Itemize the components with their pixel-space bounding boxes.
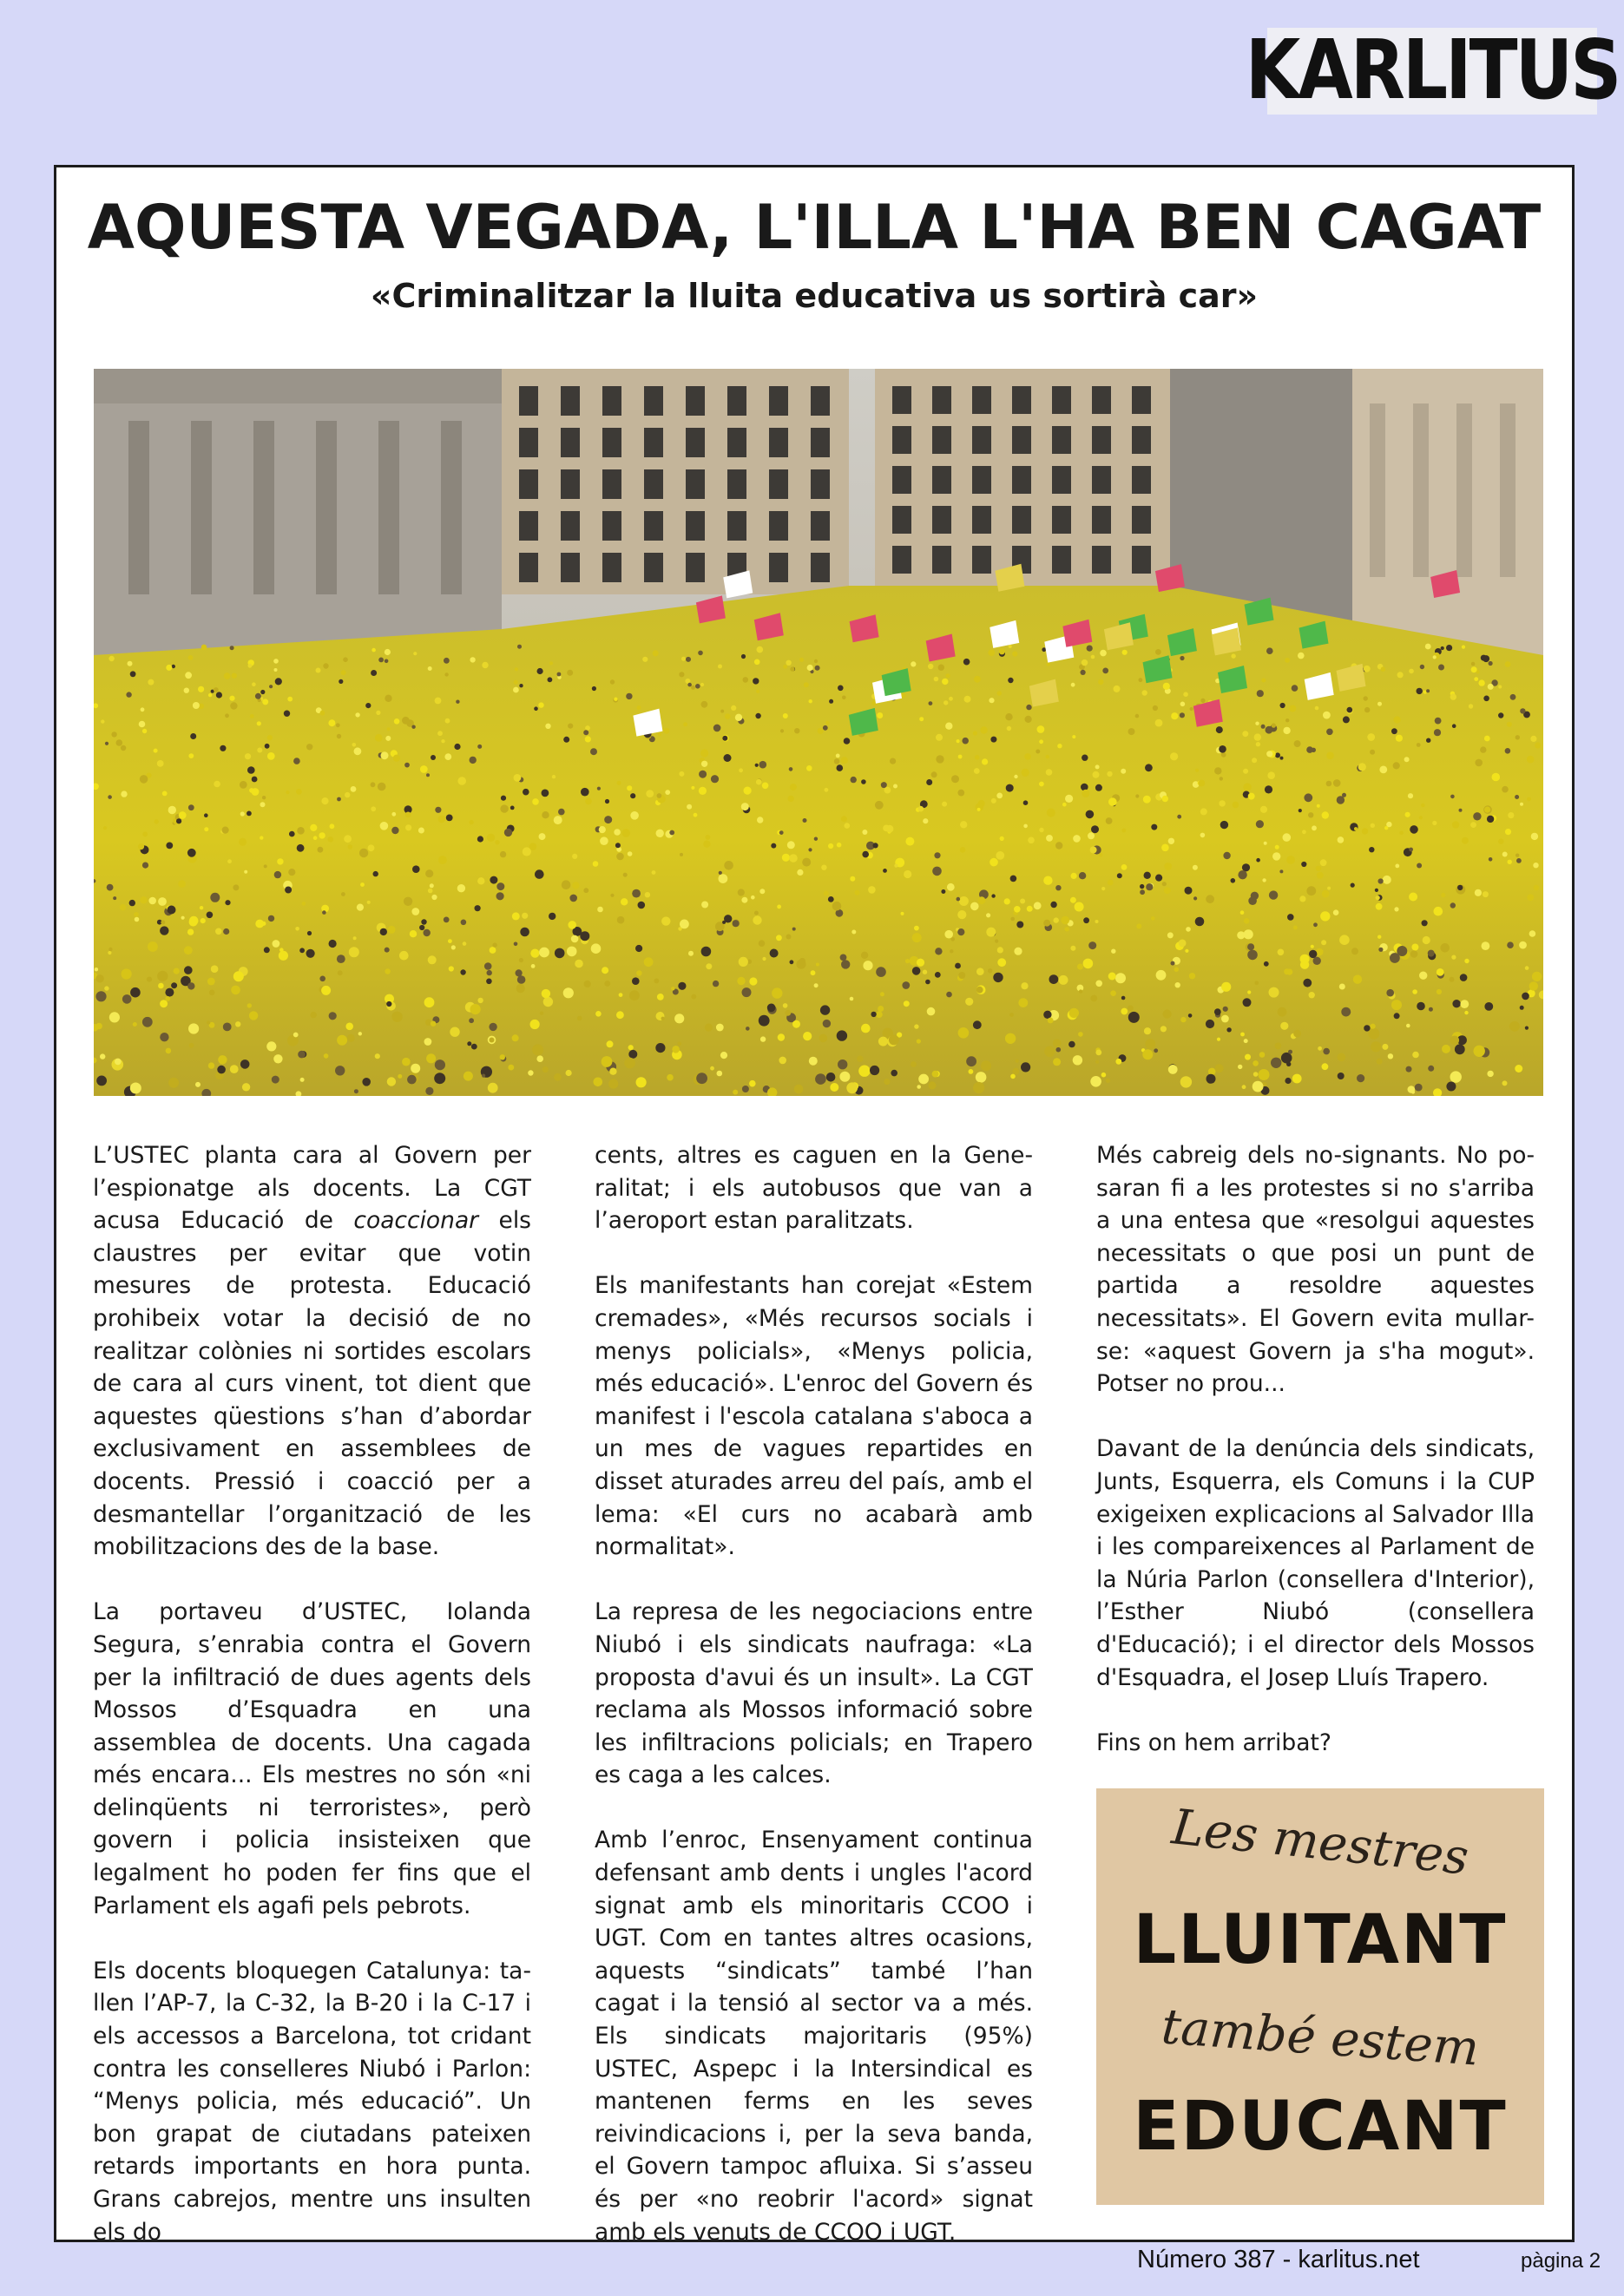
article-headline: AQUESTA VEGADA, L'ILLA L'HA BEN CAGAT xyxy=(87,192,1542,263)
footer-issue: Número 387 - karlitus.net xyxy=(1137,2246,1420,2273)
article-paragraph xyxy=(595,1139,1033,1237)
article-paragraph xyxy=(93,1596,531,1922)
paragraph-text: Fins on hem arribat? xyxy=(1096,1729,1331,1756)
text-column-3 xyxy=(1096,1139,1535,1792)
article-paragraph xyxy=(1096,1139,1535,1401)
paragraph-text: Els manifestants han corejat «Estem cremades», «Més recursos socials i menys policials», «Menys policia, més educació». L'enroc del Govern és manifest i l'escola catalana s'aboca a un mes de vagues repartides en disset aturades arreu del país, amb el lema: «El curs no acabarà amb normalitat». xyxy=(595,1272,1033,1561)
article-paragraph xyxy=(1096,1727,1535,1760)
paragraph-text: La portaveu d’USTEC, Iolanda Segura, s’enrabia contra el Govern per la infiltració de dues agents dels Mossos d’Esquadra en una assemblea de docents. Una cagada més encara... Els mestres no són «ni delinqüents ni terroristes», però govern i policia insisteixen que legalment ho poden fer fins que el Parlament els agafi pels pebrots. xyxy=(93,1598,531,1919)
article-paragraph xyxy=(93,1955,531,2248)
paragraph-text: Els docents bloquegen Catalunya: tallen l’AP-7, la C-32, la B-20 i la C-17 i els accessos a Barcelona, tot cridant contra les conselleres Niubó i Parlon: “Menys policia, més educació”. Un bon grapat de ciutadans pateixen retards importants en hora punta. Grans cabrejos, mentre uns insulten els do xyxy=(93,1957,531,2246)
logo-text: KARLITUS xyxy=(1245,23,1620,119)
sign-line-2: LLUITANT xyxy=(1133,1901,1508,1979)
paragraph-text: Davant de la denúncia dels sindicats, Junts, Esquerra, els Comuns i la CUP exigeixen explicacions al Salvador Illa i les compareixences al Parlament de la Núria Parlon (consellera d'Interior), l’Esther Niubó (consellera d'Educació); i el director dels Mossos d'Esquadra, el Josep Lluís Trapero. xyxy=(1096,1435,1535,1691)
paragraph-text: els claustres per evitar que votin mesures de protesta. Educació prohibeix votar la decisió de no realitzar colònies ni sortides escolars de cara al curs vinent, tot dient que aquestes qüestions s’han d’abordar exclusivament en assemblees de docents. Pressió i coacció per a desmantellar l’organització de les mobilitzacions des de la base. xyxy=(93,1207,531,1561)
sign-line-1: Les mestres xyxy=(1169,1799,1471,1886)
paragraph-text: L’USTEC planta cara al Govern per l’espionatge als docents. La CGT acusa Educació de xyxy=(93,1142,531,1235)
article-paragraph xyxy=(1096,1433,1535,1694)
paragraph-text: Amb l’enroc, Ensenyament continua defensant amb dents i ungles l'acord signat amb els minoritaris CCOO i UGT. Com en tantes altres ocasions, aquests “sindicats” també l’han cagat i la tensió al sector va a més. Els sindicats majoritaris (95%) USTEC, Aspepc i la Intersindical es mantenen ferms en les seves reivindicacions i, per la seva banda, el Govern tampoc afluixa. Si s’asseu és per «no reobrir l'acord» signat amb els venuts de CCOO i UGT. xyxy=(595,1827,1033,2246)
article-paragraph xyxy=(595,1596,1033,1792)
article-paragraph xyxy=(595,1824,1033,2248)
article-subhead: «Criminalitzar la lluita educativa us sortirà car» xyxy=(370,277,1259,315)
paragraph-text: cents, altres es caguen en la Generalitat; i els autobusos que van a l’aeroport estan paralitzats. xyxy=(595,1142,1033,1235)
article-paragraph xyxy=(595,1269,1033,1563)
paragraph-text: Més cabreig dels no-signants. No posaran fi a les protestes si no s'arriba a una entesa que «resolgui aquestes necessitats o que posi un punt de partida a resoldre aquestes necessitats». El Govern evita mullar-se: «aquest Govern ja s'ha mogut». Potser no prou... xyxy=(1096,1142,1535,1398)
text-column-1 xyxy=(93,1139,531,2281)
article-paragraph xyxy=(93,1139,531,1564)
masthead-logo xyxy=(1245,23,1620,119)
protest-sign-photo xyxy=(1096,1788,1544,2205)
protest-photo xyxy=(94,369,1543,1096)
text-column-2 xyxy=(595,1139,1033,2281)
sign-line-4: EDUCANT xyxy=(1133,2088,1508,2166)
article-frame xyxy=(54,165,1575,2246)
protest-photo-image xyxy=(94,369,1543,1096)
sign-line-3: també estem xyxy=(1159,1998,1482,2077)
emphasis-text: coaccionar xyxy=(353,1207,479,1235)
footer-page-number: pàgina 2 xyxy=(1521,2249,1601,2273)
paragraph-text: La represa de les negociacions entre Niubó i els sindicats naufraga: «La proposta d'avui és un insult». La CGT reclama als Mossos informació sobre les infiltracions policials; en Trapero es caga a les calces. xyxy=(595,1598,1033,1789)
